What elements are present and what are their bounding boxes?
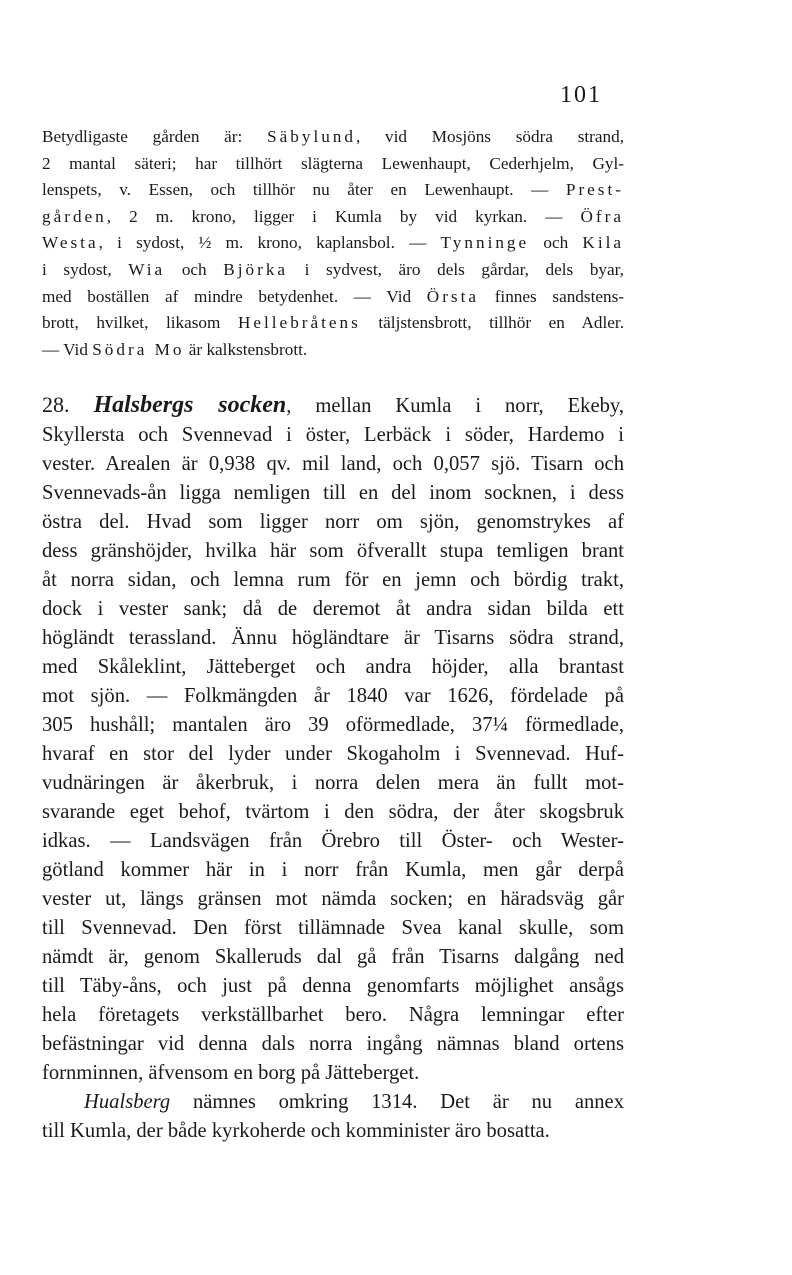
place-name: Södra Mo <box>92 339 185 359</box>
small-line <box>42 284 624 311</box>
small-line <box>42 310 624 337</box>
section-heading-line <box>42 390 624 421</box>
text-run: lenspets, v. Essen, och tillhör nu åter en Lewenhaupt. — <box>42 180 566 200</box>
section-line <box>42 450 624 479</box>
section-line <box>42 972 624 1001</box>
place-name: Björka <box>223 259 289 279</box>
text-run: högländt terassland. Ännu högländtare är Tisarns södra strand, <box>42 627 624 649</box>
place-name: Wia <box>128 259 166 279</box>
section-line <box>42 595 624 624</box>
section-line <box>42 943 624 972</box>
small-line <box>42 177 624 204</box>
closing-name: Hualsberg <box>84 1091 171 1113</box>
text-run: brott, hvilket, likasom <box>42 313 238 333</box>
section-line <box>42 537 624 566</box>
text-run: götland kommer här in i norr från Kumla, men går derpå <box>42 859 624 881</box>
text-run: i sydost, <box>42 259 129 279</box>
small-line <box>42 204 624 231</box>
text-run: svarande eget behof, tvärtom i den södra, der åter skogsbruk <box>42 801 624 823</box>
text-run: Betydligaste gården är: <box>42 127 268 146</box>
text-run: dock i vester sank; då de deremot åt andra sidan bilda ett <box>42 598 624 620</box>
section-line <box>42 682 624 711</box>
text-run: hvaraf en stor del lyder under Skogaholm i Svennevad. Huf- <box>42 743 624 765</box>
place-name: Öfra <box>580 206 624 226</box>
section-line <box>42 1001 624 1030</box>
text-run: till Täby-åns, och just på denna genomfarts möjlighet ansågs <box>42 975 624 997</box>
text-run: idkas. — Landsvägen från Örebro till Öster- och Wester- <box>42 830 624 852</box>
place-name: Kila <box>582 233 624 253</box>
section-line <box>42 769 624 798</box>
text-run: Svennevads-ån ligga nemligen till en del inom socknen, i dess <box>42 482 624 504</box>
section-title: Halsbergs socken <box>93 392 287 418</box>
text-run: hela företagets verkställbarhet bero. Några lemningar efter <box>42 1004 624 1026</box>
place-name: gården <box>42 206 107 226</box>
text-run: 305 hushåll; mantalen äro 39 oförmedlade, 37¼ förmedlade, <box>42 714 624 736</box>
section-line <box>42 827 624 856</box>
place-name: Prest- <box>565 180 624 200</box>
section-line <box>42 1030 624 1059</box>
text-run: nämdt är, genom Skalleruds dal gå från Tisarns dalgång ned <box>42 946 624 968</box>
text-run: fornminnen, äfvensom en borg på Jätteberget. <box>42 1062 420 1084</box>
text-run: finnes sandstens- <box>479 286 625 306</box>
text-run: med boställen af mindre betydenhet. — Vid <box>42 286 427 306</box>
small-line <box>42 151 624 178</box>
text-run: med Skåleklint, Jätteberget och andra höjder, alla brantast <box>42 656 624 678</box>
section-line <box>42 798 624 827</box>
section-number: 28. <box>42 392 70 417</box>
section-line <box>42 479 624 508</box>
closing-line-2: till Kumla, der både kyrkoherde och komminister äro bosatta. <box>42 1120 550 1142</box>
text-run: vudnäringen är åkerbruk, i norra delen mera än fullt mot- <box>42 772 624 794</box>
small-line <box>42 257 624 284</box>
section-line <box>42 1059 624 1088</box>
small-line <box>42 124 624 151</box>
small-line <box>42 230 624 257</box>
small-line <box>42 337 624 364</box>
place-name: Örsta <box>426 286 480 306</box>
paragraph-parish-details <box>42 124 624 363</box>
text-run: till Svennevad. Den först tillämnade Svea kanal skulle, som <box>42 917 624 939</box>
text-run: — Vid <box>42 339 93 359</box>
text-run: mot sjön. — Folkmängden år 1840 var 1626, fördelade på <box>42 685 624 707</box>
text-run: åt norra sidan, och lemna rum för en jemn och bördig trakt, <box>42 569 624 591</box>
place-name: Hellebråtens <box>237 313 361 333</box>
text-run: , vid Mosjöns södra strand, <box>356 127 624 146</box>
section-line <box>42 740 624 769</box>
section-line <box>42 653 624 682</box>
text-run: Skyllersta och Svennevad i öster, Lerbäck i söder, Hardemo i <box>42 424 624 446</box>
text-run: , 2 m. krono, ligger i Kumla by vid kyrkan. — <box>106 206 581 226</box>
section-line <box>42 624 624 653</box>
section-line <box>42 421 624 450</box>
section-line <box>42 508 624 537</box>
section-heading-rest: , mellan Kumla i norr, Ekeby, <box>286 395 624 417</box>
text-run: vester. Arealen är 0,938 qv. mil land, och 0,057 sjö. Tisarn och <box>42 453 624 475</box>
place-name: Säbylund <box>267 127 356 146</box>
page-number: 101 <box>560 82 602 108</box>
text-run: i sydvest, äro dels gårdar, dels byar, <box>288 259 624 279</box>
text-run: täljstensbrott, tillhör en Adler. <box>360 313 625 333</box>
text-run: , i sydost, ½ m. krono, kaplansbol. — <box>98 233 441 253</box>
section-line <box>42 711 624 740</box>
text-run: är kalkstensbrott. <box>184 339 308 359</box>
section-line <box>42 914 624 943</box>
text-run: befästningar vid denna dals norra ingång nämnas bland ortens <box>42 1033 624 1055</box>
text-run: och <box>165 259 224 279</box>
text-run: 2 mantal säteri; har tillhört slägterna Lewenhaupt, Cederhjelm, Gyl- <box>42 153 624 173</box>
closing-line-1 <box>42 1088 624 1117</box>
section-halsbergs-socken <box>42 390 624 1146</box>
place-name: Westa <box>42 233 99 253</box>
section-line <box>42 856 624 885</box>
section-line <box>42 885 624 914</box>
text-run: vester ut, längs gränsen mot nämda socken; en häradsväg går <box>42 888 624 910</box>
text-run: östra del. Hvad som ligger norr om sjön, genomstrykes af <box>42 511 624 533</box>
text-run: och <box>529 233 583 253</box>
closing-line-1-rest: nämnes omkring 1314. Det är nu annex <box>170 1091 624 1113</box>
text-run: dess gränshöjder, hvilka här som öfverallt stupa temligen brant <box>42 540 624 562</box>
place-name: Tynninge <box>440 233 530 253</box>
section-line <box>42 566 624 595</box>
